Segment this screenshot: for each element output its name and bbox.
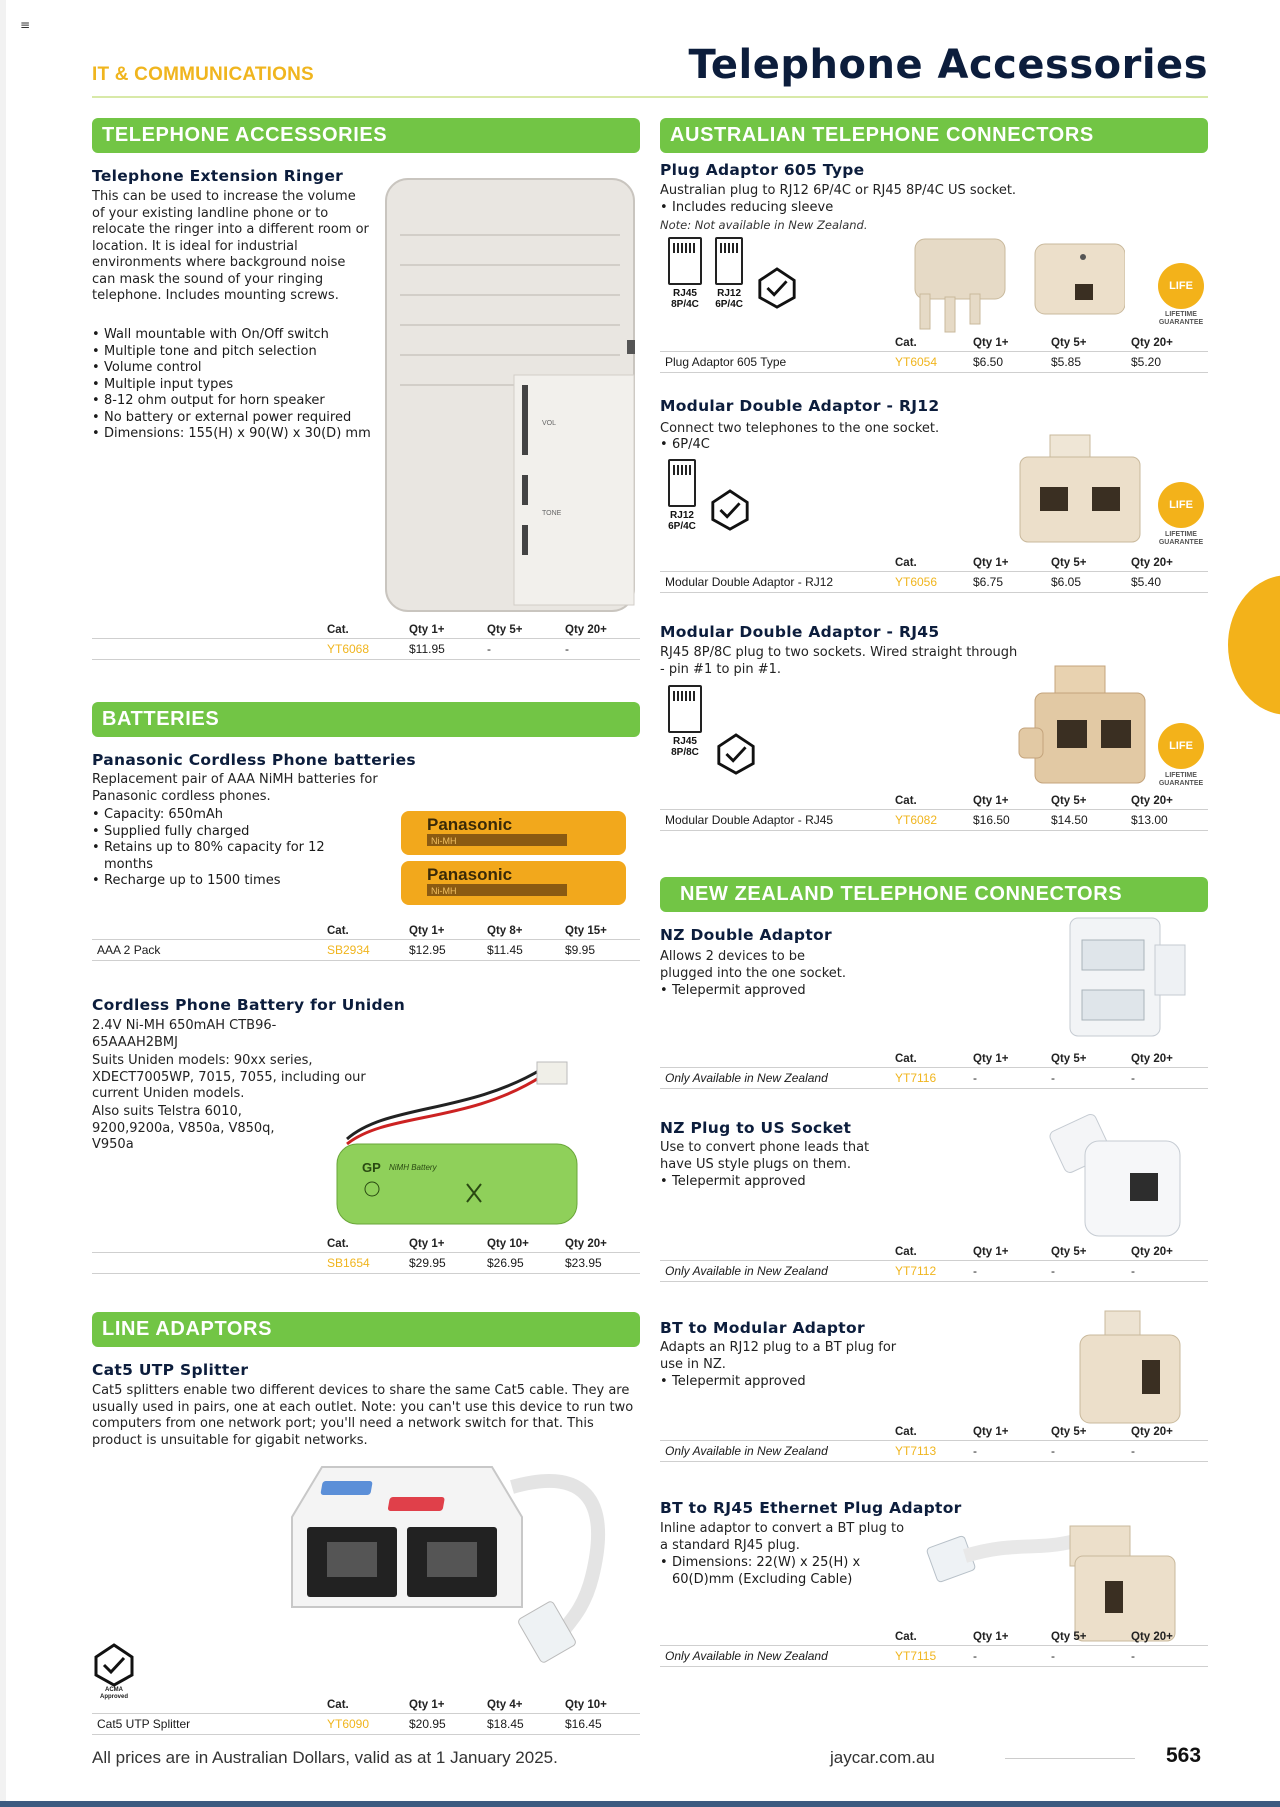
row-desc: Modular Double Adaptor - RJ12 [660,572,895,593]
col-qty3: Qty 20+ [565,1238,607,1250]
bullet: • Wall mountable with On/Off switch [92,327,372,344]
footer-url[interactable]: jaycar.com.au [830,1748,935,1767]
acma-caption: ACMA Approved [99,1687,128,1700]
row-cat[interactable]: YT7115 [895,1646,973,1667]
row-desc: Only Available in New Zealand [660,1646,895,1667]
product-desc: This can be used to increase the volume of your existing landline phone or to relocate the ringer into a different room or location. It is ideal for industrial environments where background noise can mask the sound of your ringing telephone. Includes mounting screws. [92,189,369,303]
row-price: $26.95 [487,1253,565,1274]
col-cat: Cat. [895,1631,917,1643]
col-qty2: Qty 5+ [1051,1246,1087,1258]
product-desc: RJ45 8P/8C plug to two sockets. Wired straight through - pin #1 to pin #1. [660,645,1018,677]
product-desc: Allows 2 devices to be plugged into the one socket. [660,949,846,981]
lifetime-caption: LIFETIME GUARANTEE [1158,772,1204,787]
bar-australian-connectors: AUSTRALIAN TELEPHONE CONNECTORS [660,118,1208,153]
row-cat[interactable]: YT7116 [895,1068,973,1089]
right-column [660,118,1208,1699]
col-qty1: Qty 1+ [973,1053,1009,1065]
col-qty2: Qty 5+ [487,624,523,636]
row-cat[interactable]: SB1654 [327,1253,409,1274]
row-price: $14.50 [1051,810,1131,831]
col-qty2: Qty 5+ [1051,557,1087,569]
row-price: $11.45 [487,940,565,961]
row-cat[interactable]: YT6054 [895,352,973,373]
cat5-splitter-image [282,1457,632,1667]
row-price: - [1051,1646,1131,1667]
table-row [660,1068,1208,1089]
table-row [92,639,640,660]
cert-line: RJ12 [717,288,742,299]
product-title: Cat5 UTP Splitter [92,1361,249,1379]
footer-divider [1005,1758,1135,1759]
product-double-adaptor-rj12 [660,397,1208,623]
menu-icon[interactable]: ≡ [20,18,31,32]
battery-text: NiMH Battery [389,1163,437,1172]
table-row [92,1714,640,1735]
col-qty3: Qty 10+ [565,1699,607,1711]
product-title: NZ Plug to US Socket [660,1119,852,1137]
col-qty3: Qty 20+ [565,624,607,636]
bar-telephone-accessories: TELEPHONE ACCESSORIES [92,118,640,153]
product-desc: Inline adaptor to convert a BT plug to a standard RJ45 plug. [660,1521,905,1553]
col-cat: Cat. [895,1053,917,1065]
product-bullets [92,327,372,443]
col-cat: Cat. [895,557,917,569]
price-table [92,1236,640,1274]
row-desc: Only Available in New Zealand [660,1068,895,1089]
col-qty1: Qty 1+ [973,337,1009,349]
col-cat: Cat. [327,925,349,937]
port-icon [668,237,702,285]
plug-605-image [895,229,1125,339]
product-bullets [660,1555,875,1588]
row-price: - [973,1068,1051,1089]
row-price: $6.75 [973,572,1051,593]
col-qty3: Qty 20+ [1131,557,1173,569]
bullet: • Multiple input types [92,377,372,394]
bullet: • Retains up to 80% capacity for 12 months [92,840,352,873]
bullet: • Telepermit approved [660,1374,860,1391]
product-desc: Use to convert phone leads that have US style plugs on them. [660,1140,870,1172]
product-cat5-splitter [92,1361,640,1741]
col-cat: Cat. [895,795,917,807]
col-qty1: Qty 1+ [973,795,1009,807]
product-desc: Replacement pair of AAA NiMH batteries for Panasonic cordless phones. [92,772,378,804]
bullet: • Recharge up to 1500 times [92,873,352,890]
cert-line: 8P/8C [671,747,699,758]
acma-icon [709,489,751,531]
page-tab-marker [1228,575,1280,715]
row-price: - [1051,1261,1131,1282]
row-price: - [1051,1068,1131,1089]
cert-line: 6P/4C [715,299,743,310]
product-title: NZ Double Adaptor [660,926,832,944]
table-row [660,572,1208,593]
product-title: Telephone Extension Ringer [92,167,344,185]
table-row [92,940,640,961]
table-row [92,1253,640,1274]
col-qty3: Qty 20+ [1131,1631,1173,1643]
section-label: IT & COMMUNICATIONS [92,64,314,85]
product-bullets [660,1174,860,1191]
bullet: • 6P/4C [660,437,860,454]
table-row [660,1261,1208,1282]
port-icon [668,685,702,733]
row-desc [92,1253,327,1274]
col-qty3: Qty 20+ [1131,795,1173,807]
product-models: Suits Uniden models: 90xx series, XDECT7005WP, 7015, 7055, including our current Uniden models. [92,1053,366,1101]
battery-brand: Panasonic [427,815,513,834]
row-price: $16.50 [973,810,1051,831]
bar-nz-connectors: NEW ZEALAND TELEPHONE CONNECTORS [660,877,1208,912]
tone-label: TONE [542,510,562,517]
product-title: BT to Modular Adaptor [660,1319,865,1337]
product-note: Note: Not available in New Zealand. [660,218,868,232]
product-bt-modular-adaptor [660,1319,1208,1499]
product-desc: Cat5 splitters enable two different devices to share the same Cat5 cable. They are usually used in pairs, one at each outlet. Note: you can't use this device to run two computers from one network port; you'll need a network switch for that. This product is unsuitable for gigabit networks. [92,1383,634,1448]
port-icon [715,237,743,285]
row-desc: Plug Adaptor 605 Type [660,352,895,373]
cert-rj45 [668,237,702,310]
col-qty1: Qty 1+ [973,1246,1009,1258]
col-qty1: Qty 1+ [409,1699,445,1711]
product-plug-adaptor-605 [660,161,1208,397]
acma-icon [756,267,798,309]
row-price: $29.95 [409,1253,487,1274]
cert-rj45 [668,685,702,758]
bullet: • Volume control [92,360,372,377]
bullet: • Supplied fully charged [92,824,352,841]
row-cat[interactable]: YT6090 [327,1714,409,1735]
row-price: $16.45 [565,1714,640,1735]
product-title: Panasonic Cordless Phone batteries [92,751,416,769]
product-nz-double-adaptor [660,926,1208,1119]
col-qty2: Qty 5+ [1051,1053,1087,1065]
cert-rj12 [668,459,696,532]
row-price: $9.95 [565,940,640,961]
lifetime-badge: LIFE [1158,263,1204,309]
bullet: • Dimensions: 22(W) x 25(H) x 60(D)mm (Excluding Cable) [660,1555,875,1588]
row-desc [92,639,327,660]
rj12-double-adaptor-image [1010,427,1150,547]
row-desc: Cat5 UTP Splitter [92,1714,327,1735]
row-price: $18.45 [487,1714,565,1735]
row-price: $5.40 [1131,572,1208,593]
product-nz-plug-us-socket [660,1119,1208,1319]
row-price: $6.05 [1051,572,1131,593]
vol-label: VOL [542,420,557,427]
cert-group [668,237,798,310]
col-qty3: Qty 20+ [1131,1053,1173,1065]
cert-group [668,459,751,532]
bar-batteries: BATTERIES [92,702,640,737]
row-cat[interactable]: YT7112 [895,1261,973,1282]
col-qty1: Qty 1+ [973,1426,1009,1438]
bullet: • Includes reducing sleeve [660,200,960,217]
col-qty3: Qty 15+ [565,925,607,937]
product-panasonic-batteries [92,751,640,996]
row-desc: Modular Double Adaptor - RJ45 [660,810,895,831]
cert-line: RJ45 [673,736,697,747]
col-qty3: Qty 20+ [1131,337,1173,349]
col-qty3: Qty 20+ [1131,1426,1173,1438]
price-table [660,1424,1208,1462]
table-row [660,352,1208,373]
bullet: • Dimensions: 155(H) x 90(W) x 30(D) mm [92,426,372,443]
col-qty2: Qty 10+ [487,1238,529,1250]
port-icon [668,459,696,507]
bar-line-adaptors: LINE ADAPTORS [92,1312,640,1347]
col-cat: Cat. [895,1426,917,1438]
col-qty1: Qty 1+ [409,1238,445,1250]
price-table [92,923,640,961]
row-price: - [973,1441,1051,1462]
bullet: • 8-12 ohm output for horn speaker [92,393,372,410]
row-price: - [1131,1646,1208,1667]
row-cat[interactable]: YT6068 [327,639,409,660]
cert-line: 8P/4C [671,299,699,310]
product-title: Modular Double Adaptor - RJ45 [660,623,940,641]
row-price: $5.85 [1051,352,1131,373]
product-desc: Connect two telephones to the one socket. [660,421,940,436]
row-price: - [1131,1261,1208,1282]
row-cat[interactable]: YT6056 [895,572,973,593]
col-cat: Cat. [327,1238,349,1250]
row-price: - [1131,1068,1208,1089]
cert-rj12 [715,237,743,310]
table-row [660,1646,1208,1667]
cert-line: RJ45 [673,288,697,299]
col-qty2: Qty 5+ [1051,1631,1087,1643]
product-title: Modular Double Adaptor - RJ12 [660,397,940,415]
col-cat: Cat. [327,624,349,636]
battery-type: Ni-MH [431,836,457,846]
price-table [660,335,1208,373]
row-price: $23.95 [565,1253,640,1274]
product-spec: 2.4V Ni-MH 650mAH CTB96-65AAAH2BMJ [92,1018,277,1050]
col-qty3: Qty 20+ [1131,1246,1173,1258]
price-table [660,793,1208,831]
row-price: - [1131,1441,1208,1462]
acma-icon [92,1643,136,1687]
product-extension-ringer [92,165,640,685]
battery-brand: GP [362,1160,381,1175]
row-price: $6.50 [973,352,1051,373]
page-number: 563 [1166,1744,1202,1767]
col-qty2: Qty 5+ [1051,795,1087,807]
bt-modular-image [1060,1305,1190,1430]
row-price: - [487,639,565,660]
table-row [660,1441,1208,1462]
page-title: Telephone Accessories [688,42,1208,88]
product-double-adaptor-rj45 [660,623,1208,865]
col-qty1: Qty 1+ [973,557,1009,569]
row-price: - [1051,1441,1131,1462]
uniden-battery-image [327,1044,627,1229]
row-desc: Only Available in New Zealand [660,1261,895,1282]
ringer-image [382,175,638,615]
cert-line: 6P/4C [668,521,696,532]
row-cat[interactable]: SB2934 [327,940,409,961]
price-table [660,1051,1208,1089]
lifetime-caption: LIFETIME GUARANTEE [1158,311,1204,326]
price-table [92,622,640,660]
battery-type: Ni-MH [431,886,457,896]
cert-line: RJ12 [670,510,694,521]
product-desc: Australian plug to RJ12 6P/4C or RJ45 8P/4C US socket. [660,183,1017,198]
left-column [92,118,640,1741]
product-bullets [92,807,352,890]
col-qty2: Qty 5+ [1051,337,1087,349]
price-table [660,1629,1208,1667]
battery-brand: Panasonic [427,865,513,884]
product-bullets [660,437,860,454]
panasonic-battery-image [397,809,632,909]
product-telstra: Also suits Telstra 6010, 9200,9200a, V850a, V850q, V950a [92,1104,275,1152]
lifetime-caption: LIFETIME GUARANTEE [1158,531,1204,546]
product-bullets [660,200,960,217]
row-price: - [565,639,640,660]
row-cat[interactable]: YT7113 [895,1441,973,1462]
bullet: • Telepermit approved [660,1174,860,1191]
product-title: Plug Adaptor 605 Type [660,161,865,179]
row-price: $20.95 [409,1714,487,1735]
row-price: - [973,1646,1051,1667]
col-cat: Cat. [895,337,917,349]
row-price: $5.20 [1131,352,1208,373]
row-desc: Only Available in New Zealand [660,1441,895,1462]
row-price: $12.95 [409,940,487,961]
col-qty2: Qty 5+ [1051,1426,1087,1438]
acma-icon [715,733,757,775]
bullet: • No battery or external power required [92,410,372,427]
product-title: Cordless Phone Battery for Uniden [92,996,406,1014]
col-qty1: Qty 1+ [409,624,445,636]
cert-group [668,685,757,775]
product-title: BT to RJ45 Ethernet Plug Adaptor [660,1499,962,1517]
col-qty1: Qty 1+ [409,925,445,937]
price-table [660,555,1208,593]
col-qty2: Qty 8+ [487,925,523,937]
rj45-double-adaptor-image [1015,658,1155,788]
price-table [660,1244,1208,1282]
col-cat: Cat. [327,1699,349,1711]
footer-note: All prices are in Australian Dollars, valid as at 1 January 2025. [92,1748,558,1767]
product-bullets [660,1374,860,1391]
product-desc: Adapts an RJ12 plug to a BT plug for use in NZ. [660,1340,897,1372]
row-price: - [973,1261,1051,1282]
row-desc: AAA 2 Pack [92,940,327,961]
bullet: • Telepermit approved [660,983,860,1000]
table-row [660,810,1208,831]
header-rule [92,96,1208,98]
row-cat[interactable]: YT6082 [895,810,973,831]
bullet: • Capacity: 650mAh [92,807,352,824]
left-edge [0,0,6,1807]
nz-plug-image [1045,1111,1195,1246]
bullet: • Multiple tone and pitch selection [92,344,372,361]
product-bt-rj45-adaptor [660,1499,1208,1699]
bottom-edge [0,1801,1280,1807]
product-uniden-battery [92,996,640,1308]
nz-double-adaptor-image [1050,910,1190,1040]
lifetime-badge: LIFE [1158,482,1204,528]
col-qty1: Qty 1+ [973,1631,1009,1643]
lifetime-badge: LIFE [1158,723,1204,769]
col-cat: Cat. [895,1246,917,1258]
price-table [92,1697,640,1735]
product-bullets [660,983,860,1000]
row-price: $13.00 [1131,810,1208,831]
row-price: $11.95 [409,639,487,660]
col-qty2: Qty 4+ [487,1699,523,1711]
